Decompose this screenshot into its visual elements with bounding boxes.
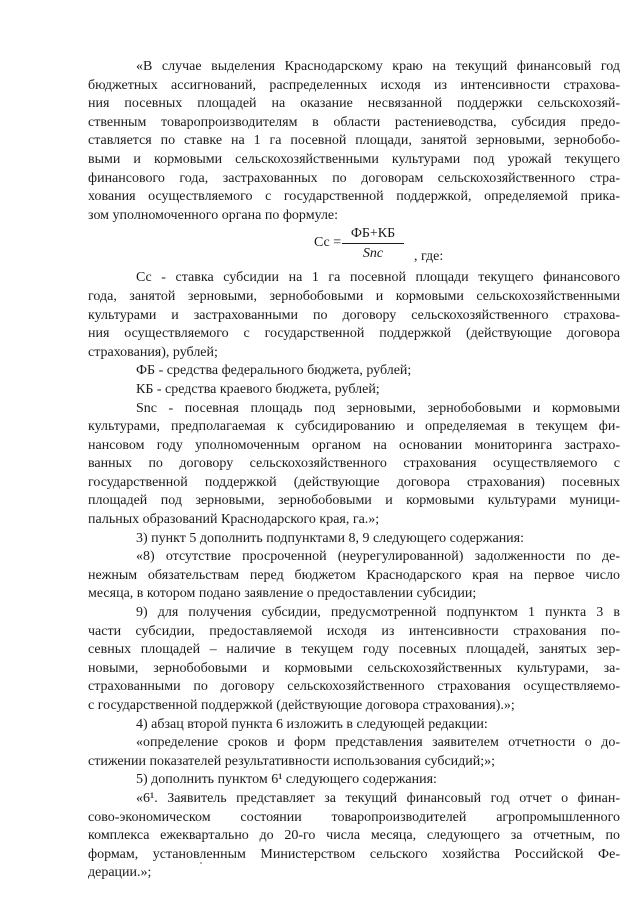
paragraph [88,716,620,735]
text-line: страхованными по договору сельскохозяйственного страхования осуществляемо- [88,679,620,695]
text-line: нансовом году уполномоченным органом на основании мониторинга застрахо- [88,437,620,453]
text-line: стижении показателей результативности использования субсидий;»; [88,753,496,769]
text-line: 9) для получения субсидии, предусмотренной подпунктом 1 пункта 3 в [136,605,620,621]
text-line: сово-экономическом состоянии товаропроизводителей агропромышленного [88,809,620,825]
text-line: зом уполномоченного органа по формуле: [88,207,339,223]
text-line: культурами, предполагаемая к субсидированию и определяемая в текущем фи- [88,419,620,435]
text-line: хования осуществляемого с государственной поддержкой, определяемой прика- [88,189,620,205]
formula-numerator: ФБ+КБ [342,225,404,244]
text-line: финансового года, застрахованных по договорам сельскохозяйственного стра- [88,170,620,186]
paragraph [88,604,620,716]
text-line: Snc - посевная площадь под зерновыми, зернобобовыми и кормовыми [136,400,620,416]
paragraph [88,58,620,225]
text-line: нежным обязательствам перед бюджетом Краснодарского края на первое число [88,567,620,583]
text-line: страхования), рублей; [88,344,218,360]
paragraph [88,530,620,549]
text-line: пальных образований Краснодарского края, га.»; [88,512,380,528]
paragraph [88,548,620,604]
text-line: года, занятой зерновыми, зернобобовыми и кормовыми сельскохозяйственными [88,288,620,304]
text-line: «В случае выделения Краснодарскому краю на текущий финансовый год [136,59,620,74]
text-line: ственным товаропроизводителям в области растениеводства, субсидия предо- [88,114,620,130]
definitions-and-amendments [88,269,620,883]
text-line: ставляется по ставке на 1 га посевной площади, занятой зерновыми, зернобобо- [88,133,620,149]
formula-lhs: Сс = [314,235,342,251]
text-line: культурами и застрахованными по договору сельскохозяйственного страхова- [88,307,620,323]
paragraph [88,269,620,362]
text-line: площадей под зерновыми, зернобобовыми и кормовыми культурами муници- [88,493,620,509]
text-line: формам, установленным Министерством сельского хозяйства Российской Фе- [88,846,620,862]
text-line: ния осуществляемого с государственной поддержкой (действующие договора [88,326,620,342]
text-line: 3) пункт 5 дополнить подпунктами 8, 9 следующего содержания: [136,530,525,546]
text-line: «8) отсутствие просроченной (неурегулированной) задолженности по де- [136,549,620,565]
paragraph [88,790,620,883]
formula [88,225,620,269]
text-line: государственной поддержкой (действующие договора страхования) посевных [88,474,620,490]
intro-paragraphs [88,58,620,225]
formula-denominator: Snc [362,246,384,262]
formula-where: , где: [414,249,444,265]
text-line: ния посевных площадей на оказание несвязанной поддержки сельскохозяй- [88,96,620,112]
text-line: с государственной поддержкой (действующие договора страхования).»; [88,698,515,713]
formula-fraction [342,225,404,262]
document-page [88,58,620,883]
text-line: дерации.»; [88,865,152,881]
text-line: Сс - ставка субсидии на 1 га посевной площади текущего финансового [136,270,620,286]
text-line: части субсидии, предоставляемой исходя из интенсивности страхования по- [88,623,620,639]
text-line: ФБ - средства федерального бюджета, рублей; [136,363,412,379]
text-line: ванных по договору сельскохозяйственного страхования осуществляемого с [88,456,620,472]
paragraph [88,734,620,771]
text-line: «6¹. Заявитель представляет за текущий финансовый год отчет о финан- [136,790,620,806]
paragraph [88,400,620,530]
paragraph [88,362,620,381]
paragraph [88,381,620,400]
text-line: севных площадей – наличие в текущем году посевных площадей, занятых зер- [88,642,620,658]
text-line: комплекса ежеквартально до 20-го числа месяца, следующего за отчетным, по [88,828,620,844]
text-line: бюджетных ассигнований, распределенных исходя из интенсивности страхова- [88,77,620,93]
text-line: 5) дополнить пунктом 6¹ следующего содержания: [136,772,437,788]
text-line: новыми, зернобобовыми и кормовыми сельскохозяйственных культурами, за- [88,660,620,676]
text-line: 4) абзац второй пункта 6 изложить в следующей редакции: [136,716,488,732]
scan-speck [200,862,202,864]
paragraph [88,771,620,790]
text-line: КБ - средства краевого бюджета, рублей; [136,381,380,397]
text-line: «определение сроков и форм представления заявителем отчетности о до- [136,735,620,751]
text-line: месяца, в котором подано заявление о предоставлении субсидии; [88,586,477,602]
text-line: выми и кормовыми сельскохозяйственными культурами под урожай текущего [88,151,620,167]
